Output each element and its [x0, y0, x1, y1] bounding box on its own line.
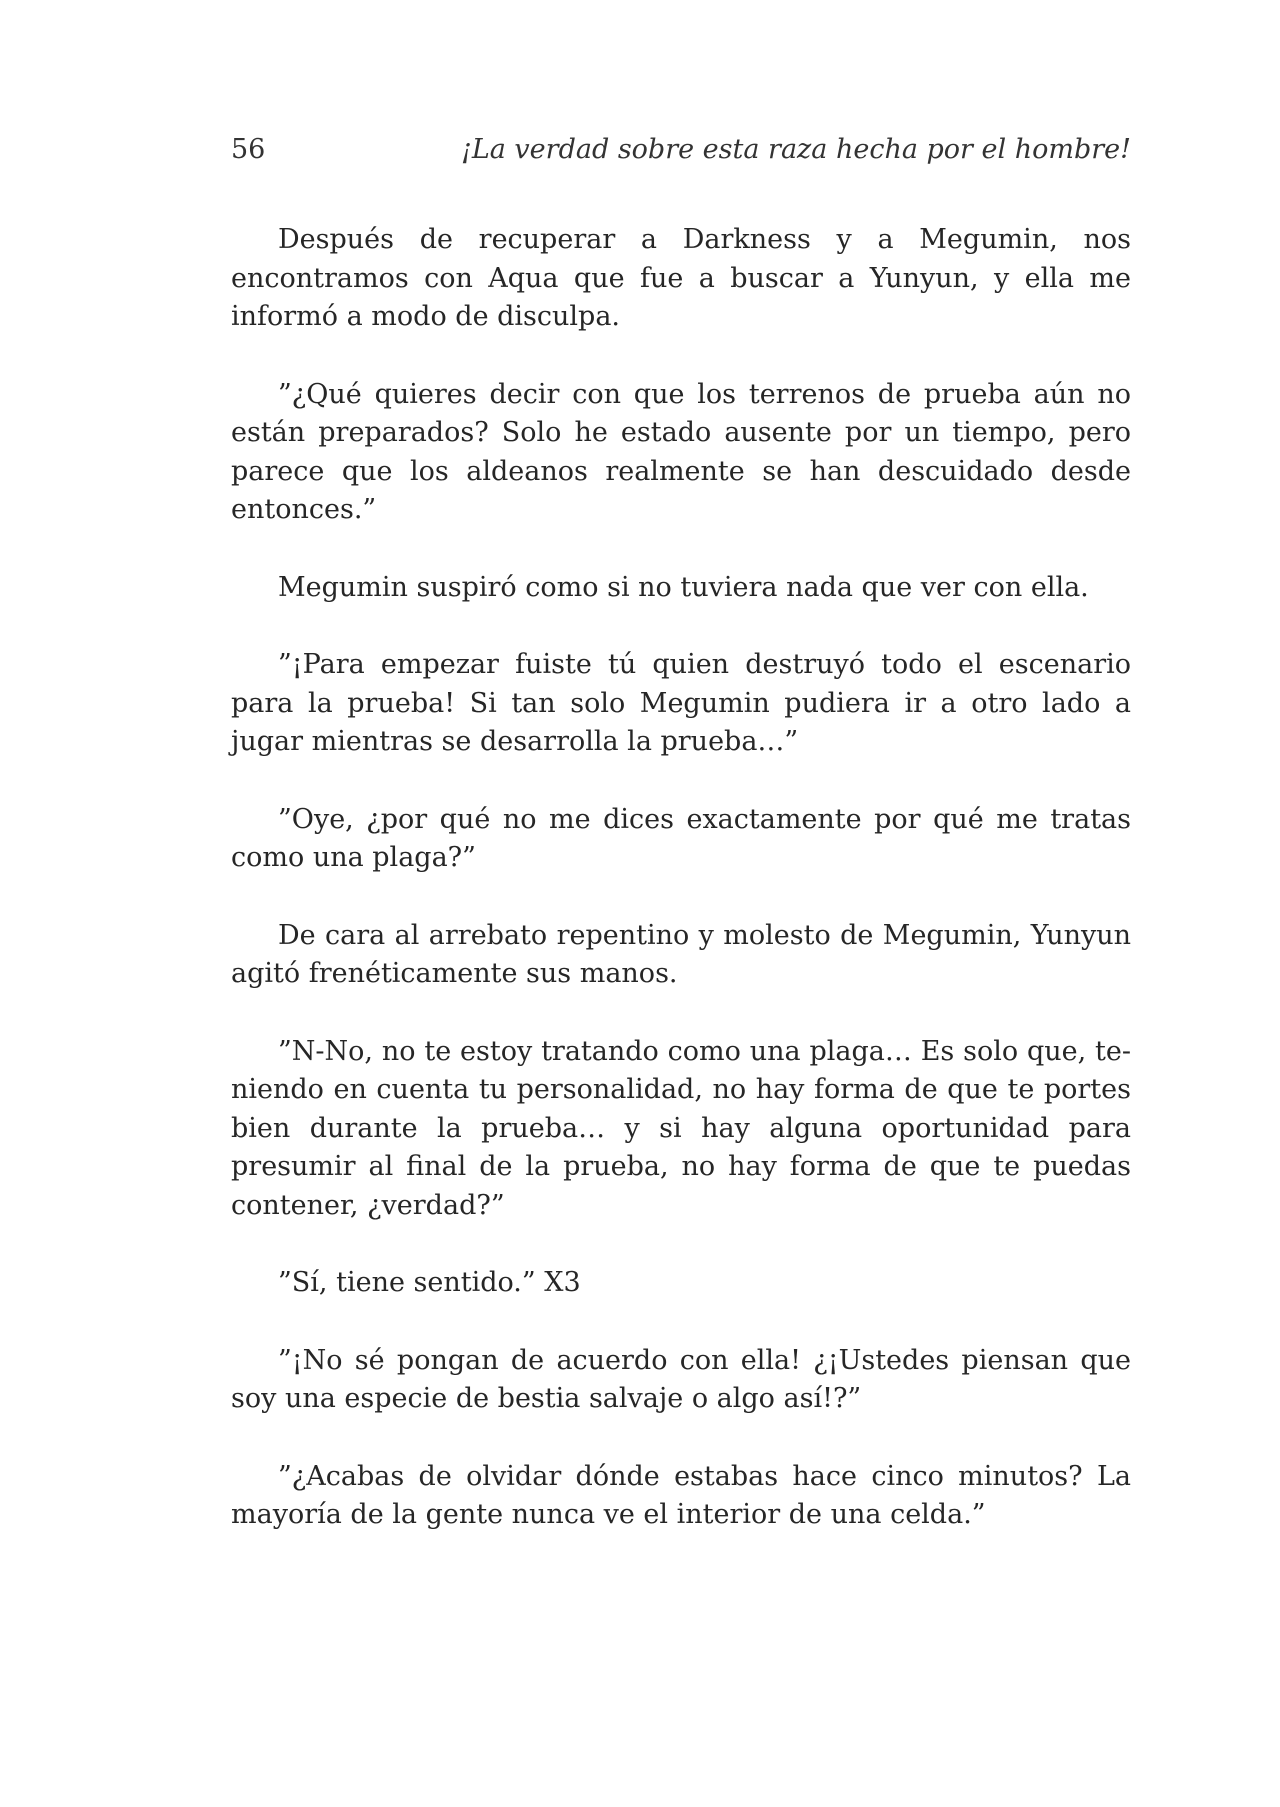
- paragraph: ”N-No, no te estoy tratando como una plaga… Es solo que, teniendo en cuenta tu personalidad, no hay forma de que te portes bien durante la prueba… y si hay alguna oportunidad para presumir al final de la prueba, no hay forma de que te puedas contener, ¿verdad?”: [231, 1035, 1131, 1221]
- chapter-title: ¡La verdad sobre esta raza hecha por el hombre!: [460, 134, 1131, 165]
- paragraph: Después de recuperar a Darkness y a Megumin, nos encontramos con Aqua que fue a buscar a Yunyun, y ella me informó a modo de disculpa.: [231, 224, 1131, 332]
- paragraph: Megumin suspiró como si no tuviera nada que ver con ella.: [278, 571, 1089, 603]
- paragraph: ”¿Acabas de olvidar dónde estabas hace cinco minutos? La mayoría de la gente nunca ve el interior de una celda.”: [231, 1460, 1131, 1530]
- paragraph: ”Sí, tiene sentido.” X3: [278, 1267, 581, 1298]
- body-text: [231, 221, 1131, 1574]
- paragraph: ”¡No sé pongan de acuerdo con ella! ¿¡Ustedes piensan que soy una especie de bestia salvaje o algo así!?”: [231, 1344, 1131, 1414]
- running-head: [231, 130, 1131, 170]
- page-number: 56: [231, 134, 266, 165]
- paragraph: ”Oye, ¿por qué no me dices exactamente por qué me tratas como una plaga?”: [231, 803, 1131, 873]
- paragraph: ”¿Qué quieres decir con que los terrenos de prueba aún no están preparados? Solo he estado ausente por un tiempo, pero parece que los aldeanos realmente se han descuidado desde entonces.”: [231, 378, 1131, 525]
- paragraph: De cara al arrebato repentino y molesto de Megumin, Yunyun agitó frenéticamente sus manos.: [231, 919, 1131, 989]
- paragraph: ”¡Para empezar fuiste tú quien destruyó todo el escenario para la prueba! Si tan solo Megumin pudiera ir a otro lado a jugar mientras se desarrolla la prueba…”: [231, 649, 1131, 757]
